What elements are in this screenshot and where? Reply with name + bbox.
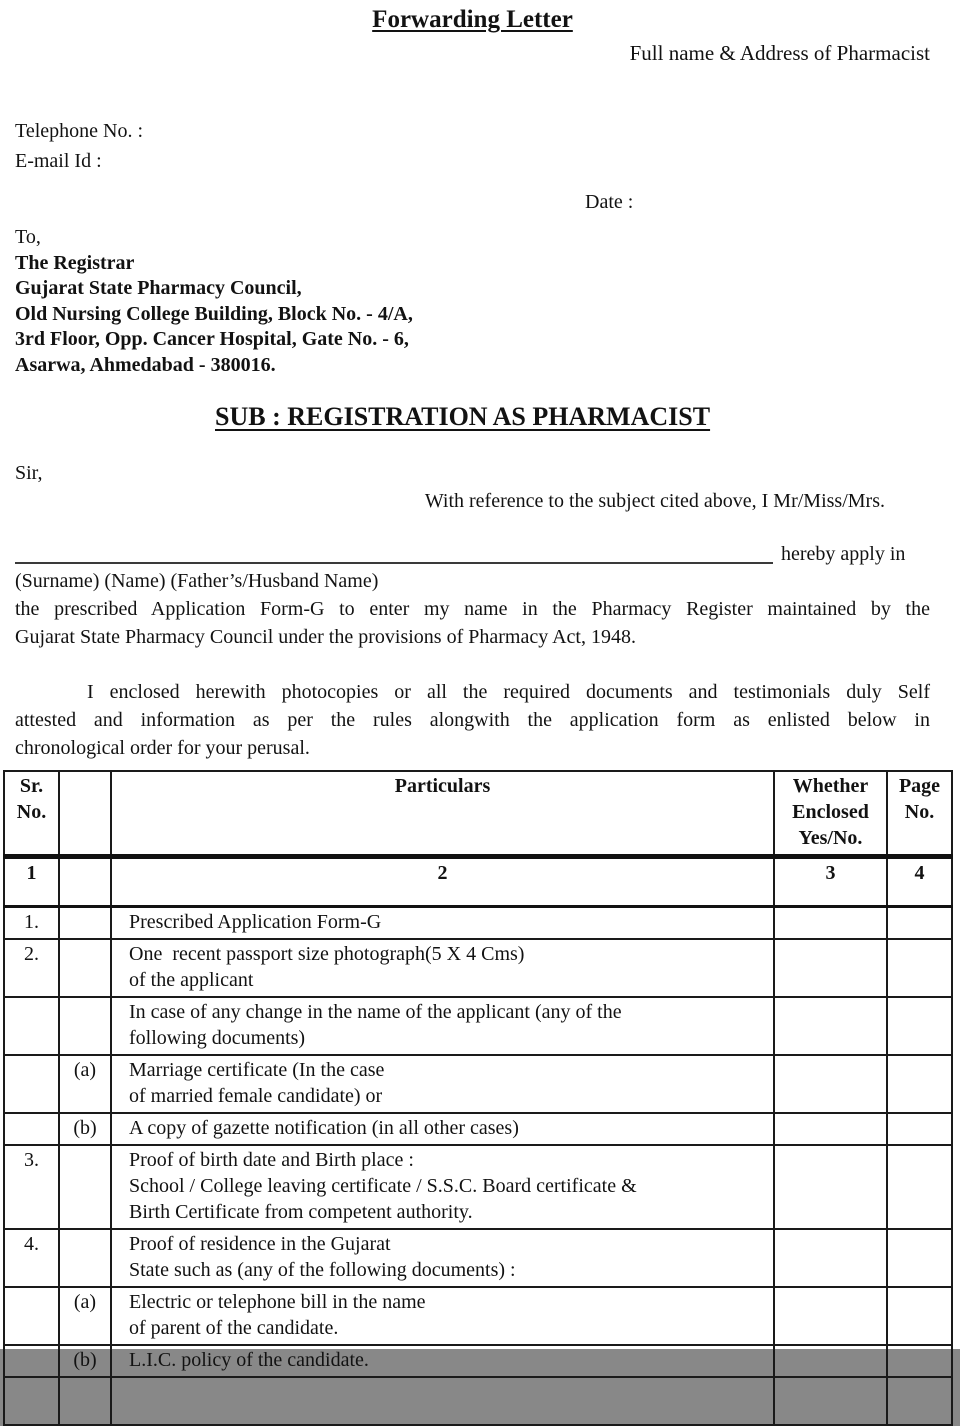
whether-enclosed-cell — [774, 939, 887, 997]
particulars-line: In case of any change in the name of the applicant (any of the — [129, 1001, 622, 1023]
page-no-cell — [887, 1345, 952, 1377]
particulars-cell — [111, 1345, 774, 1377]
particulars-cell — [111, 1113, 774, 1145]
whether-enclosed-cell — [774, 1345, 887, 1377]
header-line: Enclosed — [792, 801, 869, 823]
paragraph-line: the prescribed Application Form-G to enter my name in the Pharmacy Register maintained by the — [15, 598, 930, 620]
recipient-line: Gujarat State Pharmacy Council, — [15, 277, 302, 299]
header-whether-enclosed — [774, 771, 887, 857]
sr-no-cell: 4. — [4, 1229, 59, 1287]
header-line: No. — [16, 801, 47, 823]
whether-enclosed-cell — [774, 1055, 887, 1113]
page-no-cell — [887, 1113, 952, 1145]
apply-suffix: hereby apply in — [781, 543, 906, 565]
whether-enclosed-cell — [774, 1229, 887, 1287]
header-line: No. — [904, 801, 935, 823]
particulars-line: Proof of residence in the Gujarat — [129, 1233, 391, 1255]
apply-row — [15, 542, 930, 566]
page-no-cell — [887, 997, 952, 1055]
paragraph-line: attested and information as per the rules alongwith the application form as enlisted below in — [15, 709, 930, 731]
column-number-cell: 1 — [4, 857, 59, 907]
particulars-line: A copy of gazette notification (in all other cases) — [129, 1117, 519, 1139]
date-label: Date : — [585, 191, 634, 213]
subject-line: SUB : REGISTRATION AS PHARMACIST — [215, 402, 711, 431]
particulars-line: State such as (any of the following documents) : — [129, 1259, 516, 1281]
paragraph-enclosed — [15, 678, 930, 762]
fullname-address-note: Full name & Address of Pharmacist — [629, 41, 930, 65]
particulars-line: following documents) — [129, 1027, 306, 1049]
table-row — [4, 1113, 952, 1145]
header-particulars: Particulars — [111, 771, 774, 857]
table-row — [4, 907, 952, 940]
particulars-line: Birth Certificate from competent authority. — [129, 1201, 473, 1223]
paragraph-line: Gujarat State Pharmacy Council under the provisions of Pharmacy Act, 1948. — [15, 626, 636, 648]
table-row — [4, 1055, 952, 1113]
surname-note: (Surname) (Name) (Father’s/Husband Name) — [15, 570, 379, 592]
header-sr-no — [4, 771, 59, 857]
whether-enclosed-cell — [774, 907, 887, 940]
recipient-block — [15, 225, 930, 378]
whether-enclosed-cell — [774, 1145, 887, 1229]
date-row — [15, 191, 930, 214]
sub-index-cell — [59, 997, 111, 1055]
recipient-line: The Registrar — [15, 251, 135, 274]
particulars-line: of the applicant — [129, 969, 254, 991]
particulars-line: One recent passport size photograph(5 X 4 Cms) — [129, 943, 525, 965]
particulars-cell — [111, 1229, 774, 1287]
paragraph-line: chronological order for your perusal. — [15, 737, 310, 759]
sr-no-cell: 2. — [4, 939, 59, 997]
header-line: Sr. — [19, 775, 44, 797]
sr-no-cell — [4, 1113, 59, 1145]
sub-index-cell: (a) — [59, 1055, 111, 1113]
salutation: Sir, — [15, 462, 43, 484]
sub-index-cell — [59, 939, 111, 997]
particulars-cell — [111, 1287, 774, 1345]
table-header-row — [4, 771, 952, 857]
particulars-cell — [111, 939, 774, 997]
column-number-cell: 2 — [111, 857, 774, 907]
sr-no-cell — [4, 1345, 59, 1377]
particulars-line: Electric or telephone bill in the name — [129, 1291, 426, 1313]
page-no-cell — [887, 1377, 952, 1425]
whether-enclosed-cell — [774, 997, 887, 1055]
particulars-cell — [111, 1377, 774, 1425]
header-line: Page — [898, 775, 941, 797]
table-row — [4, 1345, 952, 1377]
particulars-line: of married female candidate) or — [129, 1085, 383, 1107]
sub-index-cell — [59, 907, 111, 940]
table-row — [4, 1287, 952, 1345]
column-number-cell: 4 — [887, 857, 952, 907]
sr-no-cell: 3. — [4, 1145, 59, 1229]
page-no-cell — [887, 939, 952, 997]
page-no-cell — [887, 1229, 952, 1287]
sub-index-cell: (b) — [59, 1345, 111, 1377]
sub-index-cell — [59, 1377, 111, 1425]
sr-no-cell — [4, 1287, 59, 1345]
whether-enclosed-cell — [774, 1113, 887, 1145]
name-blank-line — [15, 542, 773, 564]
paragraph-application — [15, 595, 930, 651]
page-no-cell — [887, 1287, 952, 1345]
particulars-line: Prescribed Application Form-G — [129, 911, 382, 933]
table-row — [4, 1229, 952, 1287]
page-no-cell — [887, 1145, 952, 1229]
column-number-row — [4, 857, 952, 907]
particulars-cell — [111, 1145, 774, 1229]
table-body — [4, 907, 952, 1426]
column-number-cell — [59, 857, 111, 907]
particulars-line: Marriage certificate (In the case — [129, 1059, 385, 1081]
particulars-line: L.I.C. policy of the candidate. — [129, 1349, 369, 1371]
whether-enclosed-cell — [774, 1377, 887, 1425]
table-row — [4, 939, 952, 997]
recipient-to: To, — [15, 226, 41, 248]
sub-index-cell — [59, 1145, 111, 1229]
whether-enclosed-cell — [774, 1287, 887, 1345]
header-page-no — [887, 771, 952, 857]
table-row — [4, 997, 952, 1055]
particulars-line: Proof of birth date and Birth place : — [129, 1149, 414, 1171]
header-line: Yes/No. — [798, 827, 863, 849]
contact-block — [15, 116, 930, 176]
table-row — [4, 1145, 952, 1229]
sr-no-cell — [4, 1377, 59, 1425]
particulars-line: of parent of the candidate. — [129, 1317, 339, 1339]
page-no-cell — [887, 907, 952, 940]
telephone-label: Telephone No. : — [15, 120, 144, 142]
sr-no-cell — [4, 997, 59, 1055]
page-no-cell — [887, 1055, 952, 1113]
email-label: E-mail Id : — [15, 150, 102, 172]
particulars-cell — [111, 907, 774, 940]
paragraph-line: I enclosed herewith photocopies or all the required documents and testimonials duly Self — [87, 681, 930, 703]
documents-checklist-table — [3, 770, 953, 1426]
sub-index-cell: (a) — [59, 1287, 111, 1345]
recipient-line: Old Nursing College Building, Block No. - 4/A, — [15, 302, 413, 325]
header-sub-index — [59, 771, 111, 857]
sr-no-cell: 1. — [4, 907, 59, 940]
header-line: Whether — [792, 775, 869, 797]
particulars-cell — [111, 1055, 774, 1113]
column-number-cell: 3 — [774, 857, 887, 907]
sr-no-cell — [4, 1055, 59, 1113]
subject-row — [15, 378, 930, 432]
recipient-line: 3rd Floor, Opp. Cancer Hospital, Gate No. - 6, — [15, 328, 409, 350]
particulars-line: School / College leaving certificate / S.S.C. Board certificate & — [129, 1175, 637, 1197]
page-title: Forwarding Letter — [372, 6, 573, 33]
sub-index-cell — [59, 1229, 111, 1287]
sub-index-cell: (b) — [59, 1113, 111, 1145]
recipient-line: Asarwa, Ahmedabad - 380016. — [15, 353, 276, 376]
table-row — [4, 1377, 952, 1425]
with-reference-line: With reference to the subject cited above, I Mr/Miss/Mrs. — [424, 490, 885, 512]
particulars-cell — [111, 997, 774, 1055]
